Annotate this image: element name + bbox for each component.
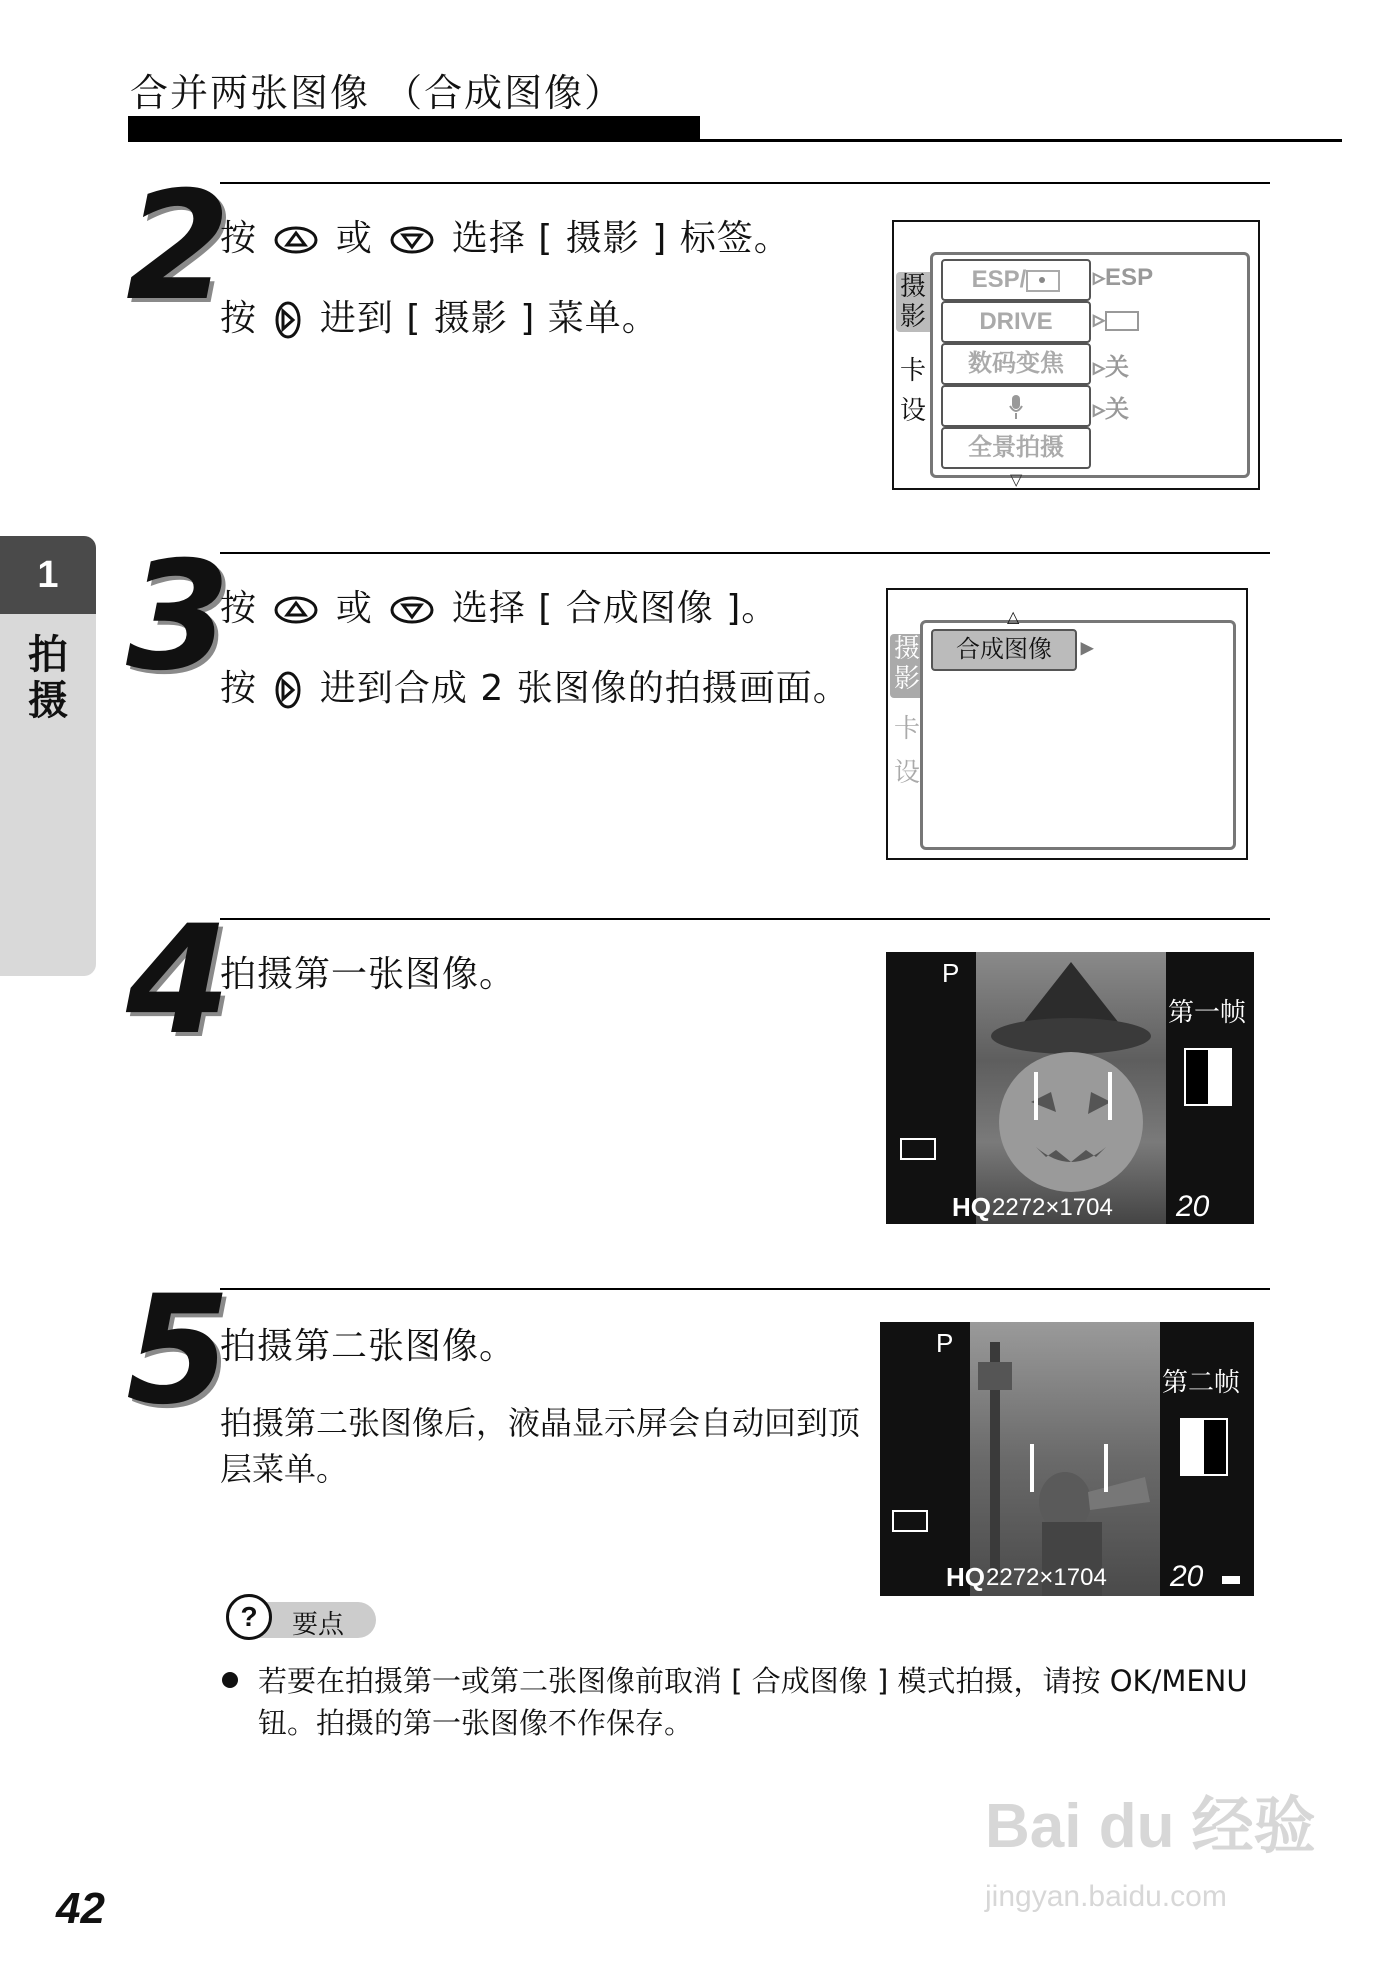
tab-shooting[interactable]: 摄影 <box>896 272 930 332</box>
step-5-line-1: 拍摄第二张图像。 <box>220 1326 517 1367</box>
memory-indicator-icon <box>1222 1576 1240 1584</box>
camera-screen-second-frame <box>880 1322 1254 1596</box>
composite-position-icon <box>1180 1418 1228 1476</box>
menu-item-drive[interactable]: DRIVE <box>941 301 1091 343</box>
submenu-arrow-icon: ▸ <box>1081 634 1094 661</box>
composite-position-icon <box>1184 1048 1232 1106</box>
scroll-down-icon: ▽ <box>1010 470 1023 489</box>
af-target-icon <box>1034 1072 1112 1120</box>
step-4-line-1: 拍摄第一张图像。 <box>220 954 517 995</box>
title-underline-thick <box>128 116 700 142</box>
tip-text: 若要在拍摄第一或第二张图像前取消 [ 合成图像 ] 模式拍摄，请按 OK/MENU 钮。拍摄的第一张图像不作保存。 <box>258 1664 1248 1740</box>
step-5-number: 5 <box>126 1264 231 1438</box>
bullet-icon <box>222 1672 238 1688</box>
title-underline-thin <box>700 139 1342 142</box>
step-4-divider <box>220 918 1270 920</box>
frame-label: 第一帧 <box>1168 997 1247 1027</box>
tab-card[interactable]: 卡 <box>893 714 920 744</box>
metering-value: ▹ESP <box>1093 264 1154 291</box>
chapter-label: 拍摄 <box>28 632 68 724</box>
step-2-line-1: 按 或 选择 [ 摄影 ] 标签。 <box>220 218 791 259</box>
tab-setup[interactable]: 设 <box>893 758 920 788</box>
quality-label: HQ <box>946 1562 985 1592</box>
menu-screen-shooting <box>892 220 1260 490</box>
watermark-url: jingyan.baidu.com <box>985 1880 1227 1913</box>
menu-item-panorama[interactable]: 全景拍摄 <box>941 427 1091 469</box>
microphone-icon <box>1008 394 1024 420</box>
tab-setup[interactable]: 设 <box>899 396 926 426</box>
step-3-line-2: 按 进到合成 2 张图像的拍摄画面。 <box>220 668 850 709</box>
shooting-mode: P <box>942 958 960 988</box>
menu-panel <box>930 252 1250 478</box>
camera-screen-first-frame <box>886 952 1254 1224</box>
microphone-value: ▹关 <box>1093 396 1130 423</box>
up-arrow-button-icon <box>273 225 319 255</box>
right-arrow-button-icon <box>273 300 303 340</box>
menu-item-digital-zoom[interactable]: 数码变焦 <box>941 343 1091 385</box>
frame-label: 第二帧 <box>1162 1367 1241 1397</box>
shooting-mode: P <box>936 1328 954 1358</box>
page-title: 合并两张图像 （合成图像） <box>130 71 625 115</box>
step-5-divider <box>220 1288 1270 1290</box>
step-2-line-2: 按 进到 [ 摄影 ] 菜单。 <box>220 298 659 339</box>
remaining-count: 20 <box>1176 1190 1210 1223</box>
remaining-count: 20 <box>1170 1560 1204 1593</box>
page-number: 42 <box>56 1884 105 1933</box>
resolution-label: 2272×1704 <box>992 1194 1113 1221</box>
chapter-number: 1 <box>0 536 96 614</box>
tab-card[interactable]: 卡 <box>899 356 926 386</box>
battery-icon <box>900 1138 936 1160</box>
drive-value: ▹ <box>1093 305 1139 334</box>
step-5-description: 拍摄第二张图像后，液晶显示屏会自动回到顶层菜单。 <box>220 1404 861 1488</box>
step-4-number: 4 <box>126 894 231 1068</box>
menu-item-composite[interactable]: 合成图像 <box>931 629 1077 671</box>
menu-panel <box>920 607 1236 850</box>
down-arrow-button-icon <box>389 595 435 625</box>
resolution-label: 2272×1704 <box>986 1564 1107 1591</box>
menu-item-microphone[interactable] <box>941 385 1091 427</box>
menu-item-metering[interactable]: ESP/ <box>941 259 1091 301</box>
question-icon: ? <box>226 1594 272 1640</box>
spot-metering-icon <box>1026 270 1060 292</box>
watermark-logo: Bai du 经验 <box>985 1792 1316 1861</box>
menu-screen-composite <box>886 588 1248 860</box>
scroll-up-icon: △ <box>1007 607 1020 626</box>
right-arrow-button-icon <box>273 670 303 710</box>
tip-label: 要点 <box>292 1610 345 1640</box>
af-target-icon <box>1030 1444 1108 1492</box>
step-3-line-1: 按 或 选择 [ 合成图像 ]。 <box>220 588 779 629</box>
down-arrow-button-icon <box>389 225 435 255</box>
tab-shooting[interactable]: 摄影 <box>890 634 924 698</box>
step-3-divider <box>220 552 1270 554</box>
step-2-divider <box>220 182 1270 184</box>
step-3-number: 3 <box>126 530 231 704</box>
quality-label: HQ <box>952 1192 991 1222</box>
step-2-number: 2 <box>126 160 231 334</box>
up-arrow-button-icon <box>273 595 319 625</box>
single-frame-icon <box>1105 311 1139 331</box>
battery-icon <box>892 1510 928 1532</box>
digital-zoom-value: ▹关 <box>1093 354 1130 381</box>
